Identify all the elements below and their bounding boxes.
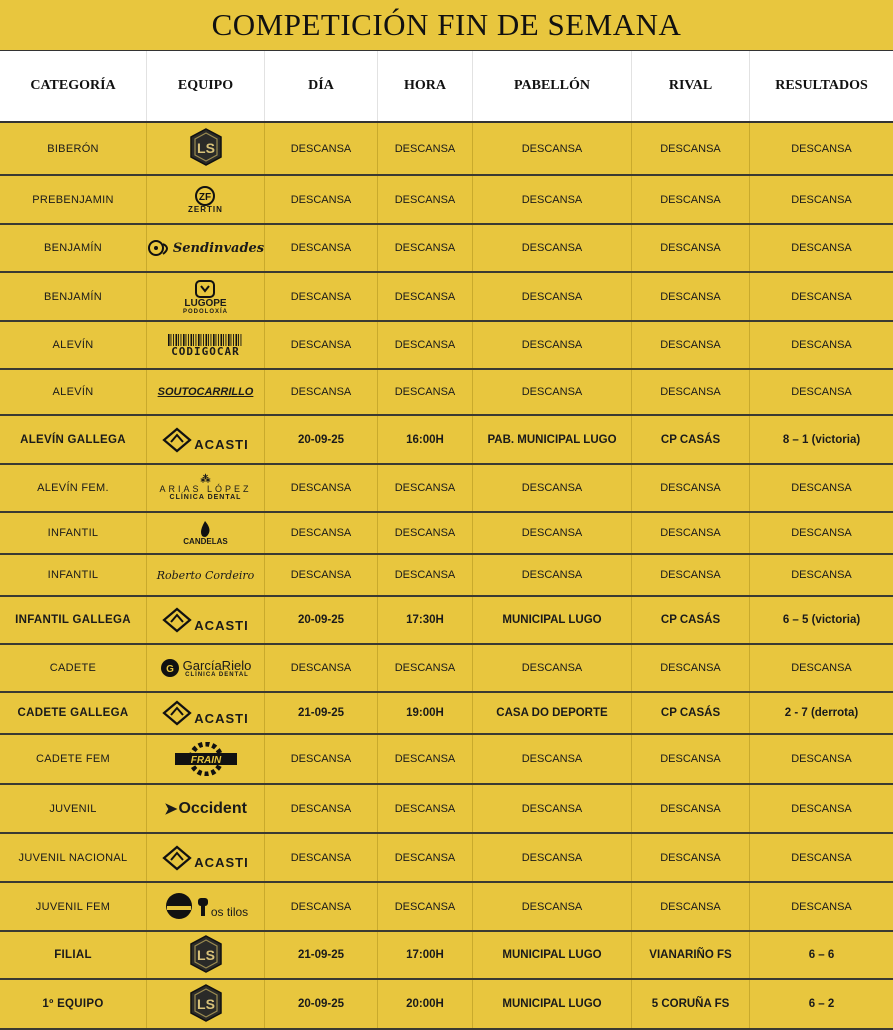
header-resultados: RESULTADOS <box>775 78 868 93</box>
sendinvades-logo-icon: Sendinvades <box>147 238 264 258</box>
date-cell: DESCANSA <box>265 834 378 881</box>
venue-cell: DESCANSA <box>473 370 632 414</box>
svg-text:FRAIN: FRAIN <box>190 755 221 766</box>
team-logo-cell <box>147 834 265 881</box>
team-logo-cell <box>147 693 265 733</box>
team-logo-cell <box>147 273 265 320</box>
category-cell: BIBERÓN <box>0 123 147 174</box>
date-cell: DESCANSA <box>265 555 378 595</box>
date-cell: 20-09-25 <box>265 416 378 463</box>
venue-cell: DESCANSA <box>473 513 632 553</box>
table-header <box>0 51 893 123</box>
occident-logo-icon: ➤ Occident <box>164 799 247 818</box>
acasti-logo-icon: ACASTI <box>162 845 248 871</box>
gear-badge-logo-icon <box>173 742 239 776</box>
date-cell: DESCANSA <box>265 123 378 174</box>
team-logo-cell <box>147 123 265 174</box>
time-cell: DESCANSA <box>378 465 473 511</box>
date-cell: DESCANSA <box>265 225 378 271</box>
result-cell: 6 – 6 <box>808 949 835 961</box>
date-cell: DESCANSA <box>265 370 378 414</box>
venue-cell: DESCANSA <box>473 834 632 881</box>
time-cell: DESCANSA <box>378 370 473 414</box>
date-cell: DESCANSA <box>265 273 378 320</box>
result-cell: 6 – 5 (victoria) <box>782 614 861 626</box>
venue-cell: CASA DO DEPORTE <box>473 693 632 733</box>
category-cell: CADETE GALLEGA <box>0 693 147 733</box>
team-logo-cell <box>147 597 265 643</box>
time-cell: DESCANSA <box>378 225 473 271</box>
table-row <box>0 645 893 693</box>
time-cell: DESCANSA <box>378 883 473 930</box>
date-cell: DESCANSA <box>265 176 378 223</box>
team-logo-cell <box>147 225 265 271</box>
rival-cell: DESCANSA <box>632 465 750 511</box>
rival-cell: DESCANSA <box>632 370 750 414</box>
time-cell: DESCANSA <box>378 555 473 595</box>
rival-cell: VIANARIÑO FS <box>632 932 750 978</box>
venue-cell: DESCANSA <box>473 225 632 271</box>
time-cell: DESCANSA <box>378 785 473 832</box>
rival-cell: DESCANSA <box>632 785 750 832</box>
venue-cell: PAB. MUNICIPAL LUGO <box>473 416 632 463</box>
result-cell: DESCANSA <box>791 339 852 351</box>
team-logo-cell <box>147 513 265 553</box>
result-cell: DESCANSA <box>791 851 852 864</box>
acasti-logo-icon: ACASTI <box>162 607 248 633</box>
page-title: COMPETICIÓN FIN DE SEMANA <box>0 0 893 51</box>
rival-cell: DESCANSA <box>632 123 750 174</box>
header-equipo: EQUIPO <box>147 51 265 121</box>
rival-cell: DESCANSA <box>632 225 750 271</box>
rival-cell: DESCANSA <box>632 176 750 223</box>
table-row <box>0 273 893 322</box>
team-logo-cell <box>147 980 265 1028</box>
team-logo-cell <box>147 416 265 463</box>
table-row <box>0 513 893 555</box>
table-row <box>0 597 893 645</box>
venue-cell: DESCANSA <box>473 785 632 832</box>
category-cell: FILIAL <box>0 932 147 978</box>
rival-cell: 5 CORUÑA FS <box>632 980 750 1028</box>
venue-cell: DESCANSA <box>473 176 632 223</box>
header-categoria: CATEGORÍA <box>0 51 147 121</box>
venue-cell: MUNICIPAL LUGO <box>473 597 632 643</box>
table-row <box>0 322 893 370</box>
table-row <box>0 225 893 273</box>
rival-cell: DESCANSA <box>632 645 750 691</box>
time-cell: DESCANSA <box>378 322 473 368</box>
team-logo-cell <box>147 370 265 414</box>
category-cell: ALEVÍN <box>0 370 147 414</box>
svg-text:LS: LS <box>196 946 215 963</box>
header-rival: RIVAL <box>632 51 750 121</box>
venue-cell: DESCANSA <box>473 883 632 930</box>
team-logo-cell <box>147 555 265 595</box>
category-cell: BENJAMÍN <box>0 225 147 271</box>
result-cell: 6 – 2 <box>808 998 835 1010</box>
category-cell: ALEVÍN FEM. <box>0 465 147 511</box>
date-cell: DESCANSA <box>265 883 378 930</box>
rival-cell: DESCANSA <box>632 555 750 595</box>
team-logo-cell <box>147 735 265 783</box>
table-row <box>0 932 893 980</box>
rival-cell: DESCANSA <box>632 735 750 783</box>
table-row <box>0 693 893 735</box>
time-cell: DESCANSA <box>378 645 473 691</box>
os-tilos-logo-icon: os tilos <box>163 892 248 922</box>
time-cell: 19:00H <box>378 693 473 733</box>
date-cell: 21-09-25 <box>265 932 378 978</box>
logo-text: ZERTIN <box>188 204 223 214</box>
rival-cell: DESCANSA <box>632 513 750 553</box>
table-row <box>0 785 893 834</box>
table-row <box>0 883 893 932</box>
table-row <box>0 735 893 785</box>
table-row <box>0 980 893 1030</box>
venue-cell: DESCANSA <box>473 273 632 320</box>
result-cell: DESCANSA <box>791 802 852 815</box>
team-logo-cell <box>147 645 265 691</box>
team-logo-cell <box>147 465 265 511</box>
time-cell: DESCANSA <box>378 735 473 783</box>
svg-text:LS: LS <box>196 995 215 1012</box>
table-row <box>0 416 893 465</box>
result-cell: DESCANSA <box>791 527 852 539</box>
time-cell: DESCANSA <box>378 834 473 881</box>
zertin-logo-icon <box>188 186 223 214</box>
category-cell: INFANTIL <box>0 555 147 595</box>
venue-cell: DESCANSA <box>473 465 632 511</box>
candelas-logo-icon: CANDELAS <box>183 520 227 546</box>
venue-cell: DESCANSA <box>473 322 632 368</box>
svg-text:G: G <box>165 664 174 675</box>
acasti-logo-icon: ACASTI <box>162 427 248 453</box>
codigocar-logo-icon: CODIGOCAR <box>168 334 244 357</box>
table-row <box>0 123 893 176</box>
venue-cell: DESCANSA <box>473 555 632 595</box>
rival-cell: CP CASÁS <box>632 693 750 733</box>
result-cell: DESCANSA <box>791 482 852 494</box>
date-cell: DESCANSA <box>265 513 378 553</box>
svg-text:LS: LS <box>196 140 215 156</box>
club-shield-icon <box>189 935 223 976</box>
category-cell: BENJAMÍN <box>0 273 147 320</box>
header-pabellon: PABELLÓN <box>473 51 632 121</box>
arias-lopez-logo-icon: ⁂ ARIAS LÓPEZ CLÍNICA DENTAL <box>159 474 252 501</box>
result-cell: DESCANSA <box>791 900 852 913</box>
lugope-logo-icon: LUGOPE PODOLOXÍA <box>183 279 228 315</box>
table-row <box>0 555 893 597</box>
club-shield-icon <box>189 128 223 169</box>
result-cell: DESCANSA <box>791 142 852 155</box>
soutocarrillo-logo-icon: SOUTOCARRILLO <box>157 386 254 398</box>
table-row <box>0 834 893 883</box>
garcia-rielo-logo-icon: G GarcíaRielo CLÍNICA DENTAL <box>160 658 252 678</box>
venue-cell: MUNICIPAL LUGO <box>473 932 632 978</box>
time-cell: 17:00H <box>378 932 473 978</box>
date-cell: DESCANSA <box>265 735 378 783</box>
rival-cell: CP CASÁS <box>632 597 750 643</box>
date-cell: DESCANSA <box>265 645 378 691</box>
time-cell: DESCANSA <box>378 176 473 223</box>
result-cell: 2 - 7 (derrota) <box>784 707 859 719</box>
time-cell: 17:30H <box>378 597 473 643</box>
result-cell: 8 – 1 (victoria) <box>782 433 861 446</box>
team-logo-cell <box>147 322 265 368</box>
table-row <box>0 370 893 416</box>
category-cell: JUVENIL NACIONAL <box>0 834 147 881</box>
rival-cell: DESCANSA <box>632 322 750 368</box>
category-cell: ALEVÍN <box>0 322 147 368</box>
acasti-logo-icon: ACASTI <box>162 700 248 726</box>
venue-cell: DESCANSA <box>473 735 632 783</box>
venue-cell: DESCANSA <box>473 645 632 691</box>
date-cell: DESCANSA <box>265 322 378 368</box>
time-cell: DESCANSA <box>378 513 473 553</box>
table-row <box>0 465 893 513</box>
category-cell: CADETE FEM <box>0 735 147 783</box>
result-cell: DESCANSA <box>791 662 852 674</box>
category-cell: JUVENIL <box>0 785 147 832</box>
rival-cell: DESCANSA <box>632 883 750 930</box>
result-cell: DESCANSA <box>791 290 852 303</box>
category-cell: INFANTIL GALLEGA <box>0 597 147 643</box>
team-logo-cell <box>147 176 265 223</box>
date-cell: DESCANSA <box>265 785 378 832</box>
table-row <box>0 176 893 225</box>
team-logo-cell <box>147 932 265 978</box>
team-logo-cell <box>147 883 265 930</box>
result-cell: DESCANSA <box>791 569 852 581</box>
rival-cell: DESCANSA <box>632 273 750 320</box>
time-cell: 20:00H <box>378 980 473 1028</box>
date-cell: 21-09-25 <box>265 693 378 733</box>
team-logo-cell <box>147 785 265 832</box>
time-cell: DESCANSA <box>378 123 473 174</box>
category-cell: ALEVÍN GALLEGA <box>0 416 147 463</box>
result-cell: DESCANSA <box>791 242 852 254</box>
date-cell: 20-09-25 <box>265 597 378 643</box>
rival-cell: CP CASÁS <box>632 416 750 463</box>
category-cell: 1º EQUIPO <box>0 980 147 1028</box>
result-cell: DESCANSA <box>791 193 852 206</box>
venue-cell: DESCANSA <box>473 123 632 174</box>
category-cell: PREBENJAMIN <box>0 176 147 223</box>
category-cell: INFANTIL <box>0 513 147 553</box>
roberto-cordeiro-logo-icon: Roberto Cordeiro <box>156 568 255 582</box>
rival-cell: DESCANSA <box>632 834 750 881</box>
date-cell: 20-09-25 <box>265 980 378 1028</box>
result-cell: DESCANSA <box>791 386 852 398</box>
header-dia: DÍA <box>265 51 378 121</box>
time-cell: DESCANSA <box>378 273 473 320</box>
venue-cell: MUNICIPAL LUGO <box>473 980 632 1028</box>
date-cell: DESCANSA <box>265 465 378 511</box>
time-cell: 16:00H <box>378 416 473 463</box>
category-cell: CADETE <box>0 645 147 691</box>
result-cell: DESCANSA <box>791 753 852 765</box>
category-cell: JUVENIL FEM <box>0 883 147 930</box>
svg-text:ZF: ZF <box>199 191 212 203</box>
header-hora: HORA <box>378 51 473 121</box>
club-shield-icon <box>189 984 223 1025</box>
